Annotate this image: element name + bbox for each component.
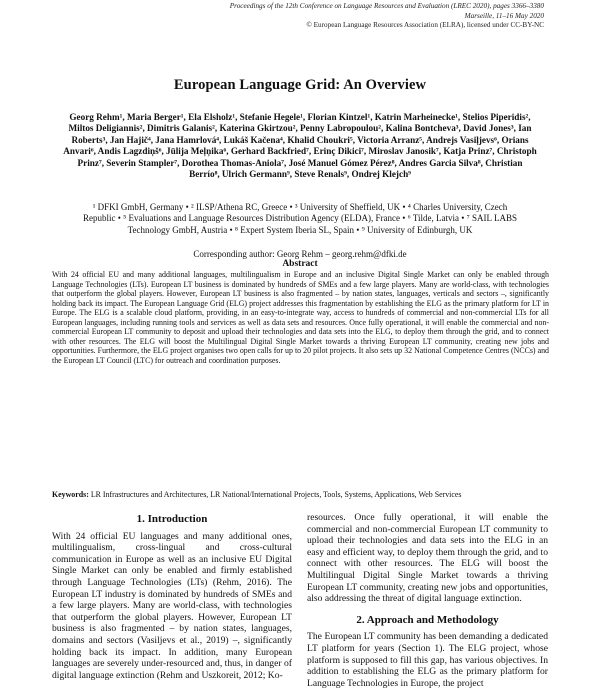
introduction-continued: resources. Once fully operational, it will enable the commercial and non-commercial European LT community to upload their technologies and data sets into the ELG in an easy and efficient way, to deploy them through the grid, and to connect with other resources. The ELG will boost the Multilingual Digital Single Market towards a thriving European LT community, creating new jobs and opportunities, also addressing the threat of digital language extinction. (307, 512, 548, 605)
introduction-paragraph: With 24 official EU languages and many additional ones, multilingualism, cross-lingual and cross-cultural communication in Europe as well as an inclusive EU Digital Single Market can only be enabled and firmly established through Language Technologies (LTs) (Rehm, 2016). The European LT industry is dominated by hundreds of SMEs and a few large players. Many are world-class, with technologies that outperform the global players. However, European LT business is also fragmented – by nation states, languages, domains and sectors (Vasiljevs et al., 2019) –, significantly holding back its impact. In addition, many European languages are severely under-resourced and, thus, in danger of digital language extinction (Rehm and Uszkoreit, 2012; Ko- (52, 530, 292, 681)
location-line: Marseille, 11–16 May 2020 (464, 11, 544, 20)
proceedings-header (124, 2, 544, 31)
section-heading-approach: 2. Approach and Methodology (356, 613, 499, 626)
abstract-body: With 24 official EU and many additional languages, multilingualism in Europe and an inclusive Digital Single Market can only be enabled through Language Technologies (LTs). European LT business is dominated by hundreds of SMEs and a few large players. Many are world-class, with technologies that outperform the global players. However, European LT business is also fragmented – by nation states, languages, verticals and sectors –, significantly holding back its impact. The European Language Grid (ELG) project addresses this fragmentation by establishing the ELG as the primary platform for LT in Europe. The ELG is a scalable cloud platform, providing, in an easy-to-integrate way, access to hundreds of commercial and non-commercial LTs for all European languages, including running tools and services as well as data sets and resources. Once fully operational, it will enable the commercial and non-commercial European LT community to deposit and upload their technologies and data sets into the ELG, to deploy them through the grid, and to connect with other resources. The ELG will boost the Multilingual Digital Single Market towards a thriving European LT community, creating new jobs and opportunities. Furthermore, the ELG project organises two open calls for up to 20 pilot projects. It also sets up 32 National Competence Centres (NCCs) and the European LT Council (LTC) for outreach and coordination purposes. (52, 270, 549, 365)
keywords-text: LR Infrastructures and Architectures, LR National/International Projects, Tools, Systems, Applications, Web Services (90, 490, 462, 499)
paper-title: European Language Grid: An Overview (173, 77, 427, 93)
affiliations: ¹ DFKI GmbH, Germany • ² ILSP/Athena RC, Greece • ³ University of Sheffield, UK • ⁴ Charles University, Czech Republic • ⁵ Evaluations and Language Resources Distribution Agency (ELDA), France • ⁶ Tilde, Latvia • ⁷ SAIL LABS Technology GmbH, Austria • ⁸ Expert System Iberia SL, Spain • ⁹ University of Edinburgh, UK (83, 202, 517, 235)
copyright-line: © European Language Resources Association (ELRA), licensed under CC-BY-NC (306, 21, 544, 30)
keywords-label: Keywords: (52, 490, 89, 499)
left-column (52, 512, 292, 681)
author-list: Georg Rehm¹, Maria Berger¹, Ela Elsholz¹, Stefanie Hegele¹, Florian Kintzel¹, Katrin Marheinecke¹, Stelios Piperidis², Miltos Deligiannis², Dimitris Galanis², Katerina Gkirtzou², Penny Labropoulou², Kalina Bontcheva³, David Jones³, Ian Roberts³, Jan Hajič⁴, Jana Hamrlová⁴, Lukáš Kačena⁴, Khalid Choukri⁵, Victoria Arranz⁵, Andrejs Vasiļjevs⁶, Orians Anvari⁶, Andis Lagzdiņš⁶, Jūlija Meļņika⁶, Gerhard Backfried⁷, Erinç Dikici⁷, Miroslav Janosik⁷, Katja Prinz⁷, Christoph Prinz⁷, Severin Stampler⁷, Dorothea Thomas-Aniola⁷, José Manuel Gómez Pérez⁸, Andres Garcia Silva⁸, Christian Berrío⁸, Ulrich Germann⁹, Steve Renals⁹, Ondrej Klejch⁹ (63, 112, 537, 180)
keywords (52, 490, 549, 500)
approach-paragraph: The European LT community has been demanding a dedicated LT platform for years (Section 1). The ELG project, whose platform is supposed to fill this gap, has various objectives. In addition to establishing the ELG as the primary platform for Language Technologies in Europe, the project (307, 631, 548, 689)
proceedings-line: Proceedings of the 12th Conference on Language Resources and Evaluation (LREC 2020), pages 3366–3380 (229, 2, 544, 10)
abstract-heading: Abstract (282, 259, 318, 269)
corresponding-author: Corresponding author: Georg Rehm – georg.rehm@dfki.de (193, 249, 407, 259)
section-heading-introduction: 1. Introduction (136, 513, 208, 525)
right-column (307, 512, 548, 689)
